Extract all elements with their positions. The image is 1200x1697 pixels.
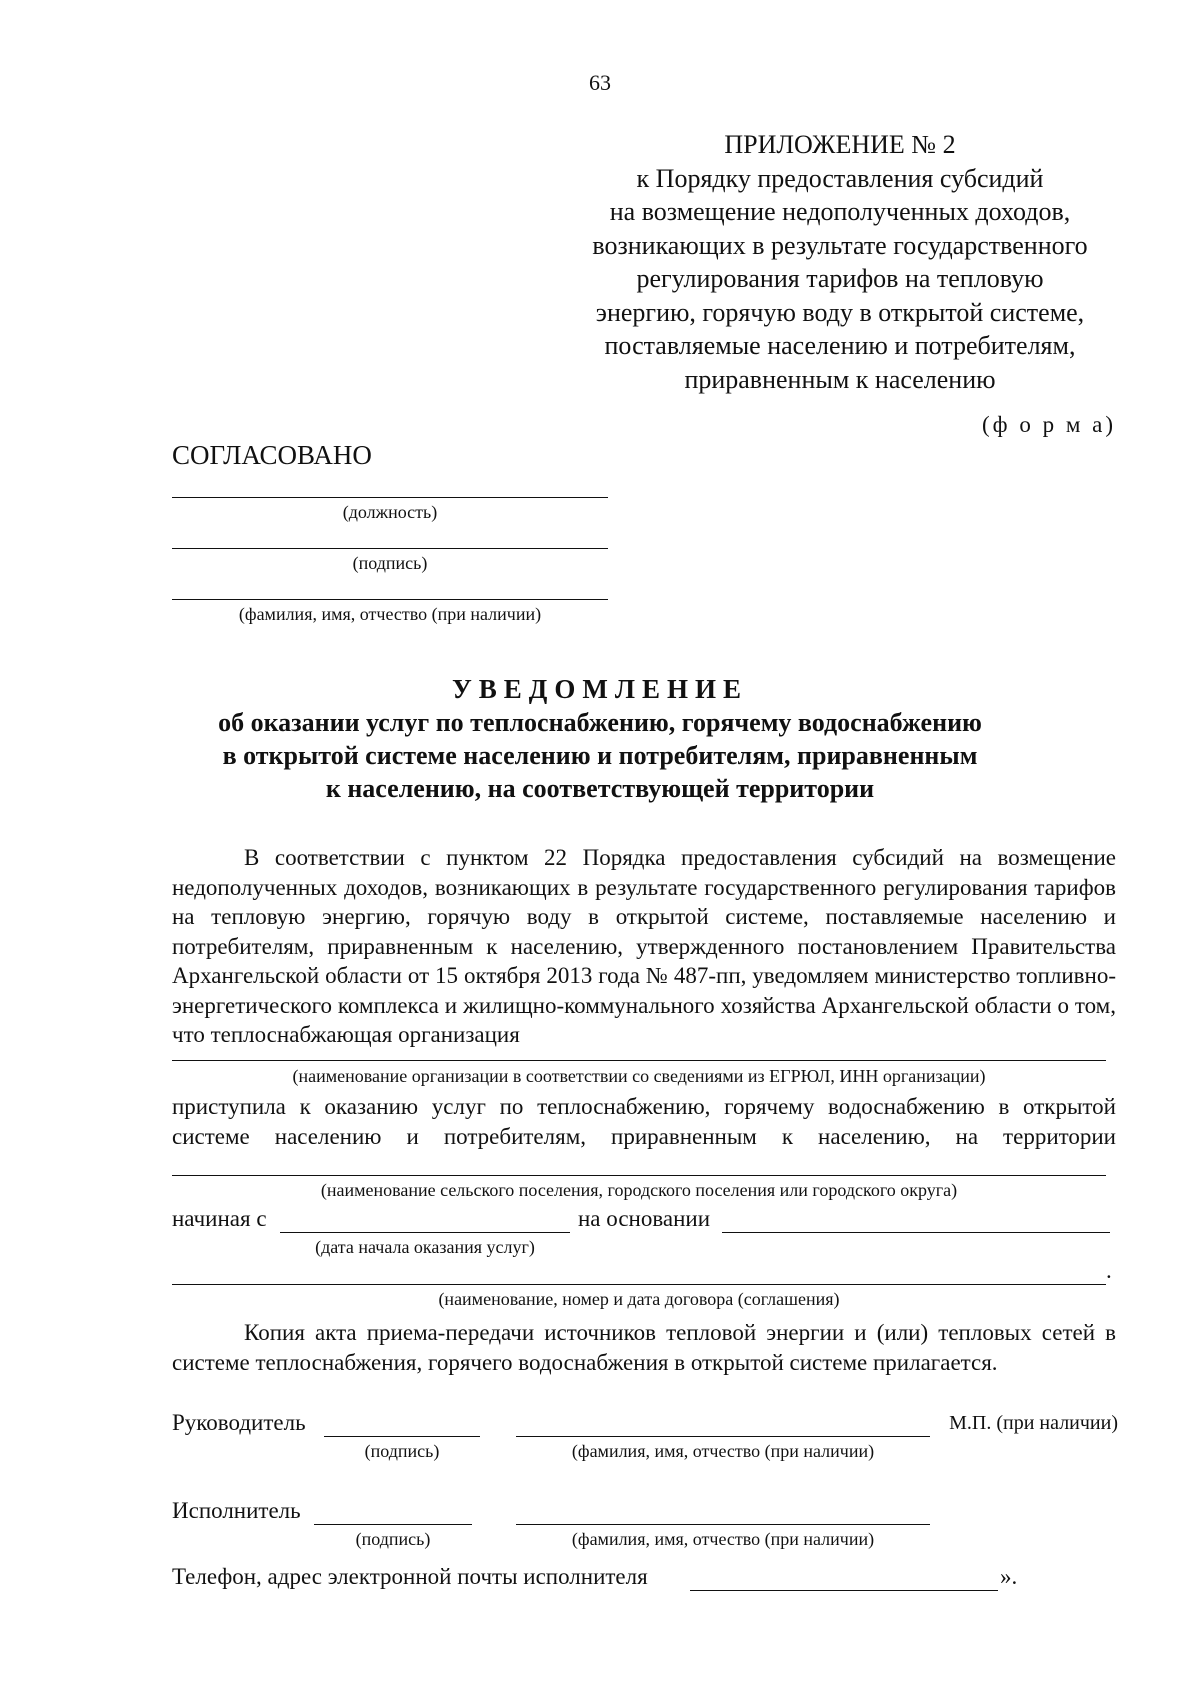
territory-caption: (наименование сельского поселения, городского поселения или городского округа): [320, 1180, 958, 1200]
appendix-line: приравненным к населению: [684, 364, 996, 394]
basis-line[interactable]: [722, 1232, 1110, 1233]
head-label: Руководитель: [172, 1410, 306, 1435]
executor-signature-line[interactable]: [314, 1524, 472, 1525]
head-name-line[interactable]: [516, 1436, 930, 1437]
notice-subtitle-line: в открытой системе населению и потребителям, приравненным: [222, 741, 978, 770]
contacts-label: Телефон, адрес электронной почты исполнителя: [172, 1564, 648, 1589]
paragraph-text: Копия акта приема-передачи источников тепловой энергии и (или) тепловых сетей в системе теплоснабжения, горячего водоснабжения в открытой системе прилагается.: [172, 1320, 1116, 1375]
appendix-line: энергию, горячую воду в открытой системе,: [595, 297, 1085, 327]
name-caption: (фамилия, имя, отчество (при наличии): [238, 604, 542, 624]
notice-title: УВЕДОМЛЕНИЕ: [451, 674, 749, 704]
head-signature-caption: (подпись): [364, 1441, 440, 1461]
paragraph-line: приступила к оказанию услуг по теплоснабжению, горячему водоснабжению в открытой: [172, 1094, 1116, 1119]
end-dot: .: [1106, 1258, 1112, 1283]
head-signature-line[interactable]: [324, 1436, 480, 1437]
signature-caption: (подпись): [352, 553, 428, 573]
position-caption: (должность): [342, 502, 438, 522]
executor-name-caption: (фамилия, имя, отчество (при наличии): [571, 1529, 875, 1549]
head-name-caption: (фамилия, имя, отчество (при наличии): [571, 1441, 875, 1461]
notice-subtitle-line: об оказании услуг по теплоснабжению, горячему водоснабжению: [218, 708, 982, 737]
contacts-line[interactable]: [690, 1590, 998, 1591]
signature-line[interactable]: [172, 548, 608, 549]
name-line[interactable]: [172, 599, 608, 600]
paragraph-line: системе населению и потребителям, приравненным к населению, на территории: [172, 1123, 1116, 1149]
appendix-line: на возмещение недополученных доходов,: [609, 197, 1071, 226]
stamp-label: М.П. (при наличии): [949, 1412, 1118, 1434]
appendix-line: возникающих в результате государственного: [592, 230, 1088, 260]
form-label: (ф о р м а): [982, 412, 1116, 437]
notice-subtitle-line: к населению, на соответствующей территории: [325, 774, 875, 803]
contacts-end: ».: [1000, 1564, 1018, 1589]
appendix-title: ПРИЛОЖЕНИЕ № 2: [724, 130, 956, 159]
paragraph-text: В соответствии с пунктом 22 Порядка предоставления субсидий на возмещение недополученных доходов, возникающих в результате государственного регулирования тарифов на тепловую энергию, горячую воду в открытой системе, поставляемые населению и потребителям, приравненным к населению, утвержденного постановлением Правительства Архангельской области от 15 октября 2013 года № 487-пп, уведомляем министерство топливно-энергетического комплекса и жилищно-коммунального хозяйства Архангельской области о том, что теплоснабжающая организация: [172, 845, 1116, 1047]
executor-signature-caption: (подпись): [355, 1529, 431, 1549]
body-paragraph-3: [172, 1318, 1116, 1377]
organization-caption: (наименование организации в соответствии со сведениями из ЕГРЮЛ, ИНН организации): [292, 1066, 986, 1086]
appendix-line: поставляемые населению и потребителям,: [604, 331, 1076, 360]
appendix-line: регулирования тарифов на тепловую: [636, 264, 1044, 293]
contract-caption: (наименование, номер и дата договора (соглашения): [438, 1289, 840, 1309]
body-paragraph-2: [172, 1092, 1116, 1151]
agreed-heading: СОГЛАСОВАНО: [172, 440, 372, 470]
contract-line[interactable]: [172, 1284, 1106, 1285]
territory-line[interactable]: [172, 1175, 1106, 1176]
appendix-line: к Порядку предоставления субсидий: [636, 163, 1044, 193]
body-paragraph-1: [172, 843, 1116, 1050]
executor-label: Исполнитель: [172, 1498, 301, 1523]
organization-line[interactable]: [172, 1060, 1106, 1061]
start-date-caption: (дата начала оказания услуг): [315, 1237, 535, 1257]
appendix-header: [560, 128, 1120, 396]
basis-label: на основании: [578, 1206, 711, 1231]
starting-label: начиная с: [172, 1206, 267, 1231]
start-date-line[interactable]: [280, 1232, 570, 1233]
executor-name-line[interactable]: [516, 1524, 930, 1525]
position-line[interactable]: [172, 497, 608, 498]
page-number: 63: [589, 70, 611, 95]
